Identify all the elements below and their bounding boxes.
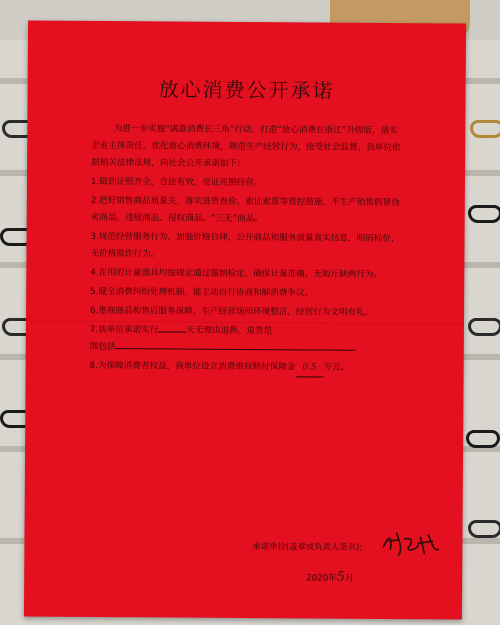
handwritten-signature: [380, 529, 440, 559]
notice-item-1: 1.做到证照齐全、合法有效，亮证亮照经营。: [90, 176, 263, 189]
date-year: 2020年: [306, 573, 337, 584]
notice-item-5: 5.健全消费纠纷处理机制，能主动自行协商和解消费争议。: [90, 286, 314, 299]
notice-item-2: 2.把好销售商品质量关，落实进货查验、索证索票等管控措施，不生产销售假冒伪劣商品、违规商品、侵权商品、“三无”商品。: [90, 195, 400, 225]
eyeglasses-icon: [466, 430, 500, 448]
notice-item-6: 6.重视商品和售后服务保障，生产经营场所环境整洁，经营行为文明有礼。: [90, 305, 374, 318]
eyeglasses-icon: [468, 205, 500, 223]
guarantee-amount: 0.5: [295, 359, 323, 377]
notice-item-4: 4.在用的计量器具均按规定通过强制检定，确保计量准确，无短斤缺两行为。: [90, 267, 383, 280]
item-8-suffix: 万元。: [323, 362, 350, 373]
item-8-prefix: 8.为保障消费者权益，我单位设立消费维权赔付保障金: [89, 360, 296, 373]
fill-blank-scope: [116, 348, 356, 351]
eyeglasses-icon: [470, 120, 500, 138]
notice-intro: 为进一步实施“满意消费长三角”行动，打造“放心消费在浙江”升级版，落实企业主体责任，优化放心消费环境，规范生产经营行为，接受社会监督，我单位依据相关法律法规，向社会公开承诺如下：: [91, 124, 401, 170]
notice-body: [90, 121, 402, 378]
item-7-suffix: 围包括: [89, 341, 116, 353]
notice-sheet: [24, 20, 466, 619]
notice-title: 放心消费公开承诺: [158, 77, 335, 103]
date-month: 5: [336, 569, 346, 585]
item-7-prefix: 7.我单位承诺实行: [89, 324, 159, 336]
date-month-suffix: 月: [344, 573, 354, 584]
eyeglasses-icon: [468, 318, 500, 336]
date-line: [306, 569, 353, 584]
notice-item-8: [90, 358, 400, 378]
signer-label: 承诺单位(盖章或负责人签名):: [252, 541, 363, 552]
notice-item-7: [90, 322, 400, 358]
eyeglasses-icon: [468, 520, 500, 538]
notice-item-3: 3.规范经营服务行为，加强价格自律，公开商品和服务质量真实信息，明码标价，无价格欺诈行为。: [90, 231, 400, 260]
item-7-middle: 天无理由退换、退货范: [186, 325, 273, 337]
fill-blank-days: [158, 331, 186, 332]
